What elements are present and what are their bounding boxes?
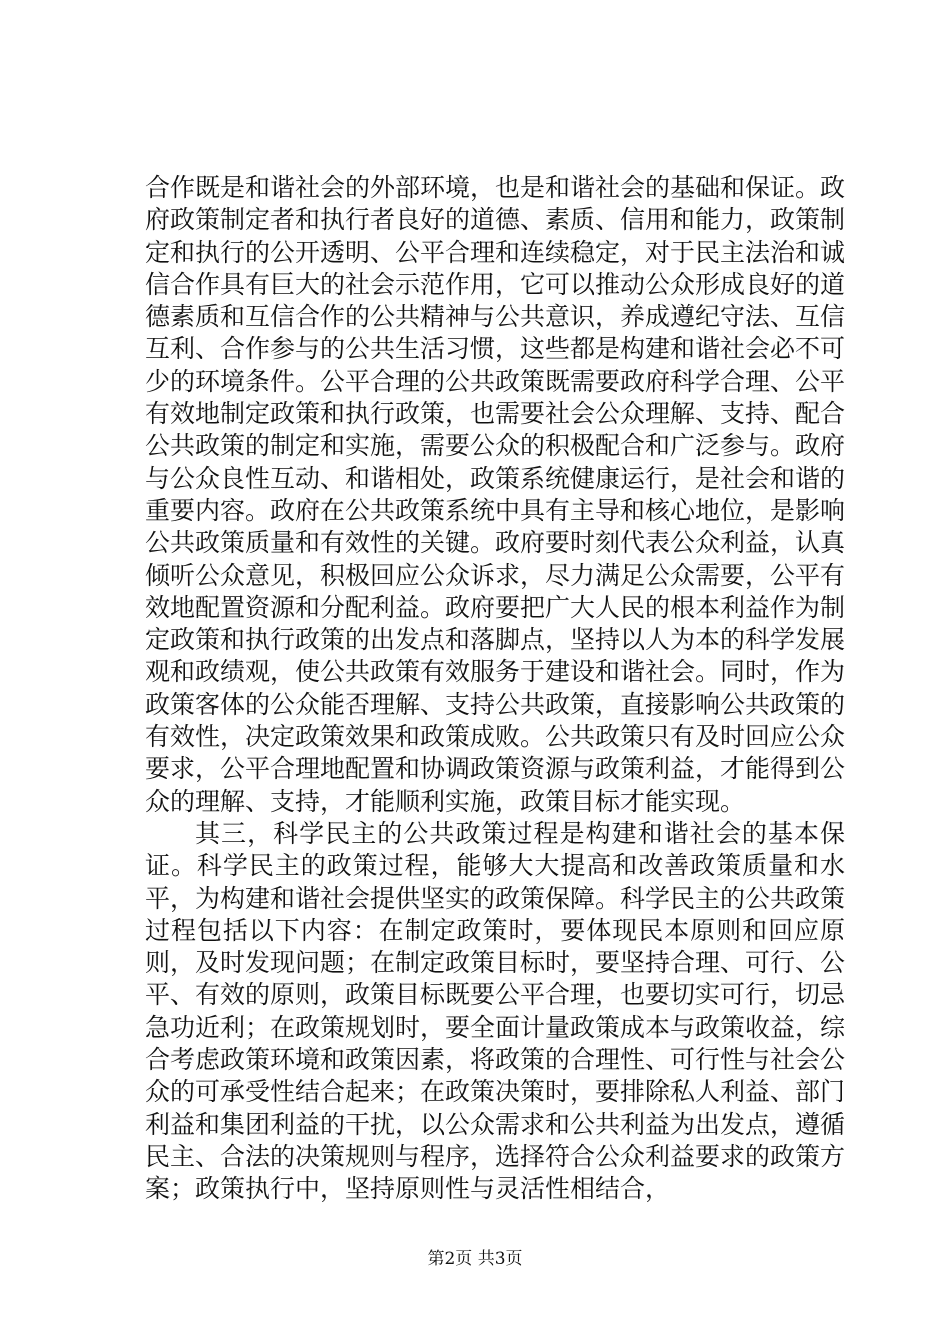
page-number-footer: 第2页 共3页	[427, 1249, 523, 1269]
document-body	[145, 172, 845, 1206]
paragraph-2: 其三，科学民主的公共政策过程是构建和谐社会的基本保证。科学民主的政策过程，能够大大提高和改善政策质量和水平，为构建和谐社会提供坚实的政策保障。科学民主的公共政策过程包括以下内容：在制定政策时，要体现民本原则和回应原则，及时发现问题；在制定政策目标时，要坚持合理、可行、公平、有效的原则，政策目标既要公平合理，也要切实可行，切忌急功近利；在政策规划时，要全面计量政策成本与政策收益，综合考虑政策环境和政策因素，将政策的合理性、可行性与社会公众的可承受性结合起来；在政策决策时，要排除私人利益、部门利益和集团利益的干扰，以公众需求和公共利益为出发点，遵循民主、合法的决策规则与程序，选择符合公众利益要求的政策方案；政策执行中，坚持原则性与灵活性相结合，	[145, 818, 846, 1204]
paragraph-1: 合作既是和谐社会的外部环境，也是和谐社会的基础和保证。政府政策制定者和执行者良好的道德、素质、信用和能力，政策制定和执行的公开透明、公平合理和连续稳定，对于民主法治和诚信合作具有巨大的社会示范作用，它可以推动公众形成良好的道德素质和互信合作的公共精神与公共意识，养成遵纪守法、互信互利、合作参与的公共生活习惯，这些都是构建和谐社会必不可少的环境条件。公平合理的公共政策既需要政府科学合理、公平有效地制定政策和执行政策，也需要社会公众理解、支持、配合公共政策的制定和实施，需要公众的积极配合和广泛参与。政府与公众良性互动、和谐相处，政策系统健康运行，是社会和谐的重要内容。政府在公共政策系统中具有主导和核心地位，是影响公共政策质量和有效性的关键。政府要时刻代表公众利益，认真倾听公众意见，积极回应公众诉求，尽力满足公众需要，公平有效地配置资源和分配利益。政府要把广大人民的根本利益作为制定政策和执行政策的出发点和落脚点，坚持以人为本的科学发展观和政绩观，使公共政策有效服务于建设和谐社会。同时，作为政策客体的公众能否理解、支持公共政策，直接影响公共政策的有效性，决定政策效果和政策成败。公共政策只有及时回应公众要求，公平合理地配置和协调政策资源与政策利益，才能得到公众的理解、支持，才能顺利实施，政策目标才能实现。	[145, 173, 846, 816]
